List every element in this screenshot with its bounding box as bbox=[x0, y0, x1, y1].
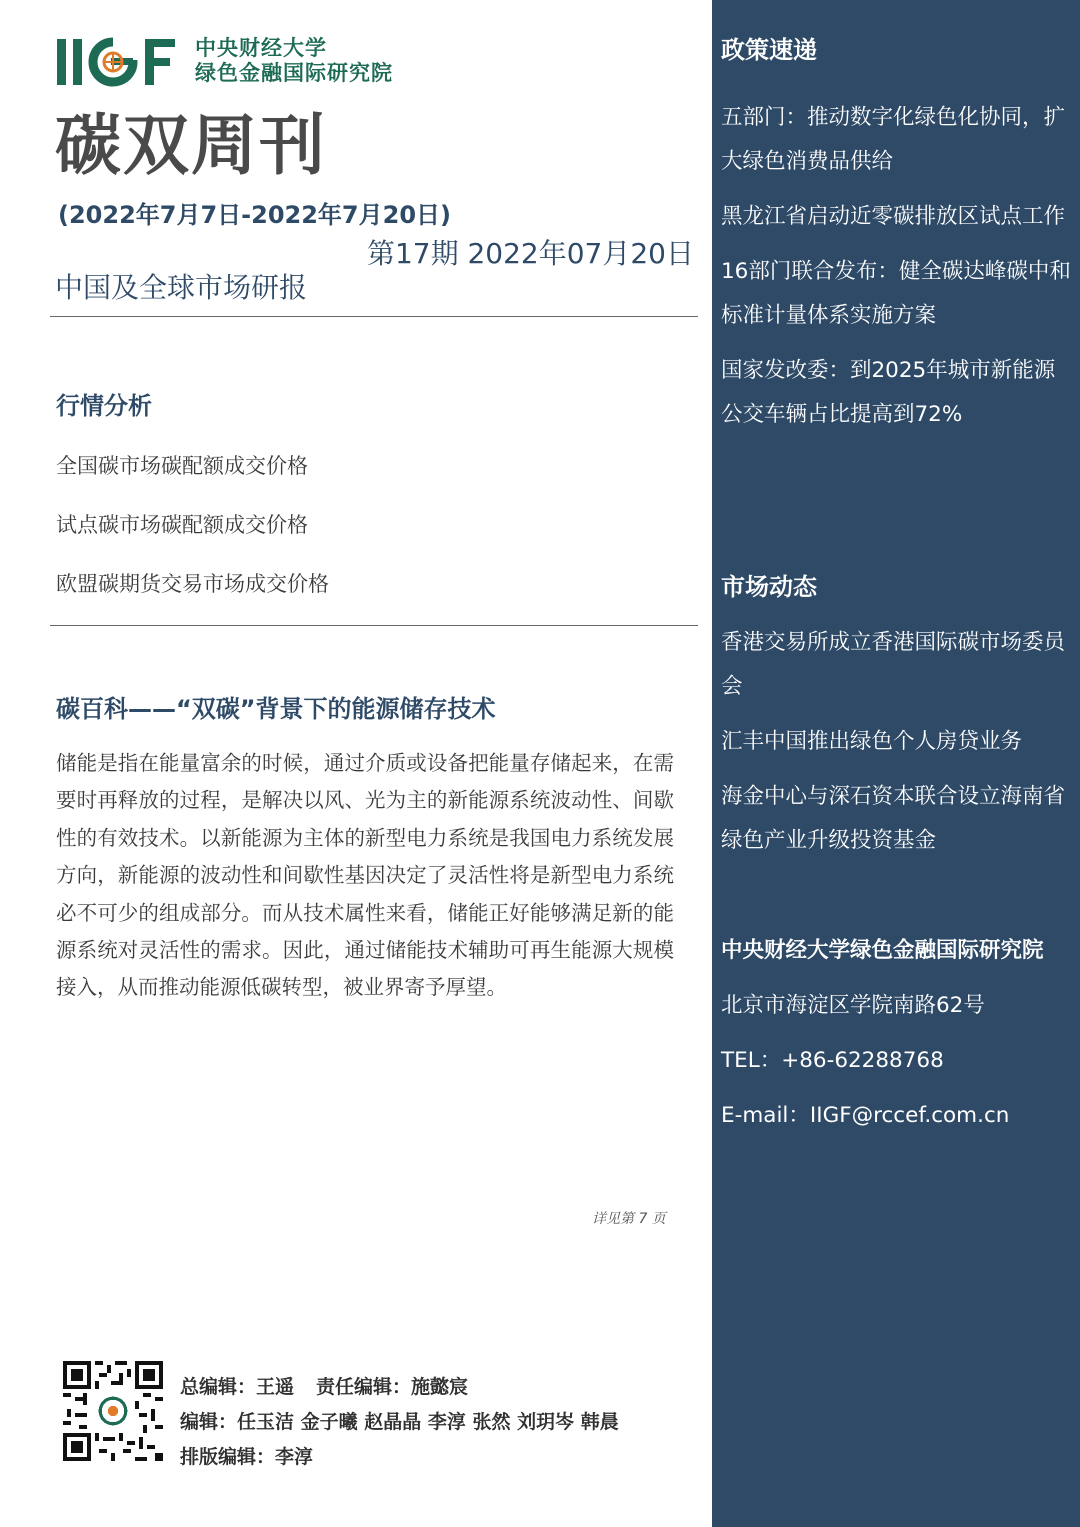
org-line-1: 中央财经大学 bbox=[195, 36, 327, 60]
contact-org: 中央财经大学绿色金融国际研究院 bbox=[721, 938, 1044, 963]
encyclopedia-heading: 碳百科——“双碳”背景下的能源储存技术 bbox=[56, 695, 496, 723]
contact-tel: TEL：+86-62288768 bbox=[721, 1048, 944, 1073]
iigf-logo bbox=[55, 36, 415, 92]
logo-org-name bbox=[195, 36, 393, 86]
divider bbox=[50, 316, 698, 317]
responsible-editor: 责任编辑：施懿宸 bbox=[316, 1376, 469, 1398]
list-item[interactable]: 香港交易所成立香港国际碳市场委员会 bbox=[721, 630, 1066, 699]
chief-editor: 总编辑：王遥 bbox=[180, 1376, 295, 1398]
market-analysis-heading: 行情分析 bbox=[56, 392, 152, 420]
contact-email[interactable]: E-mail：IIGF@rccef.com.cn bbox=[721, 1103, 1010, 1128]
market-news-list bbox=[721, 621, 1071, 874]
list-item[interactable]: 欧盟碳期货交易市场成交价格 bbox=[56, 572, 329, 596]
qr-code[interactable] bbox=[63, 1361, 163, 1461]
list-item[interactable]: 16部门联合发布：健全碳达峰碳中和标准计量体系实施方案 bbox=[721, 259, 1071, 328]
publication-title: 碳双周刊 bbox=[55, 107, 327, 184]
credit-line-1 bbox=[180, 1373, 619, 1408]
list-item[interactable]: 汇丰中国推出绿色个人房贷业务 bbox=[721, 729, 1023, 754]
list-item[interactable]: 试点碳市场碳配额成交价格 bbox=[56, 513, 308, 537]
encyclopedia-body: 储能是指在能量富余的时候，通过介质或设备把能量存储起来，在需要时再释放的过程，是解决以风、光为主的新能源系统波动性、间歇性的有效技术。以新能源为主体的新型电力系统是我国电力系统发展方向，新能源的波动性和间歇性基因决定了灵活性将是新型电力系统必不可少的组成部分。而从技术属性来看，储能正好能够满足新的能源系统对灵活性的需求。因此，通过储能技术辅助可再生能源大规模接入，从而推动能源低碳转型，被业界寄予厚望。 bbox=[56, 751, 674, 1000]
editors: 编辑：任玉洁 金子曦 赵晶晶 李淳 张然 刘玥岑 韩晨 bbox=[180, 1411, 619, 1433]
layout-editor: 排版编辑：李淳 bbox=[180, 1446, 314, 1468]
market-analysis-list bbox=[56, 452, 329, 629]
iigf-logo-mark bbox=[55, 36, 179, 88]
divider bbox=[50, 625, 698, 626]
market-news-heading: 市场动态 bbox=[721, 573, 817, 601]
list-item[interactable]: 黑龙江省启动近零碳排放区试点工作 bbox=[721, 204, 1066, 229]
date-range: (2022年7月7日-2022年7月20日) bbox=[58, 201, 451, 229]
sidebar bbox=[712, 0, 1080, 1527]
see-page-link[interactable]: 详见第 7 页 bbox=[592, 1211, 666, 1227]
list-item[interactable]: 全国碳市场碳配额成交价格 bbox=[56, 454, 308, 478]
list-item[interactable]: 国家发改委：到2025年城市新能源公交车辆占比提高到72% bbox=[721, 358, 1056, 427]
list-item[interactable]: 海金中心与深石资本联合设立海南省绿色产业升级投资基金 bbox=[721, 784, 1066, 853]
org-line-2: 绿色金融国际研究院 bbox=[195, 61, 393, 85]
issue-number: 第17期 2022年07月20日 bbox=[366, 237, 694, 270]
policy-list bbox=[721, 96, 1071, 448]
list-item[interactable]: 五部门：推动数字化绿色化协同，扩大绿色消费品供给 bbox=[721, 105, 1066, 174]
report-subtitle: 中国及全球市场研报 bbox=[55, 271, 308, 304]
policy-heading: 政策速递 bbox=[721, 36, 817, 64]
editorial-credits bbox=[180, 1373, 619, 1478]
contact-block bbox=[721, 934, 1071, 1154]
contact-address: 北京市海淀区学院南路62号 bbox=[721, 993, 985, 1018]
